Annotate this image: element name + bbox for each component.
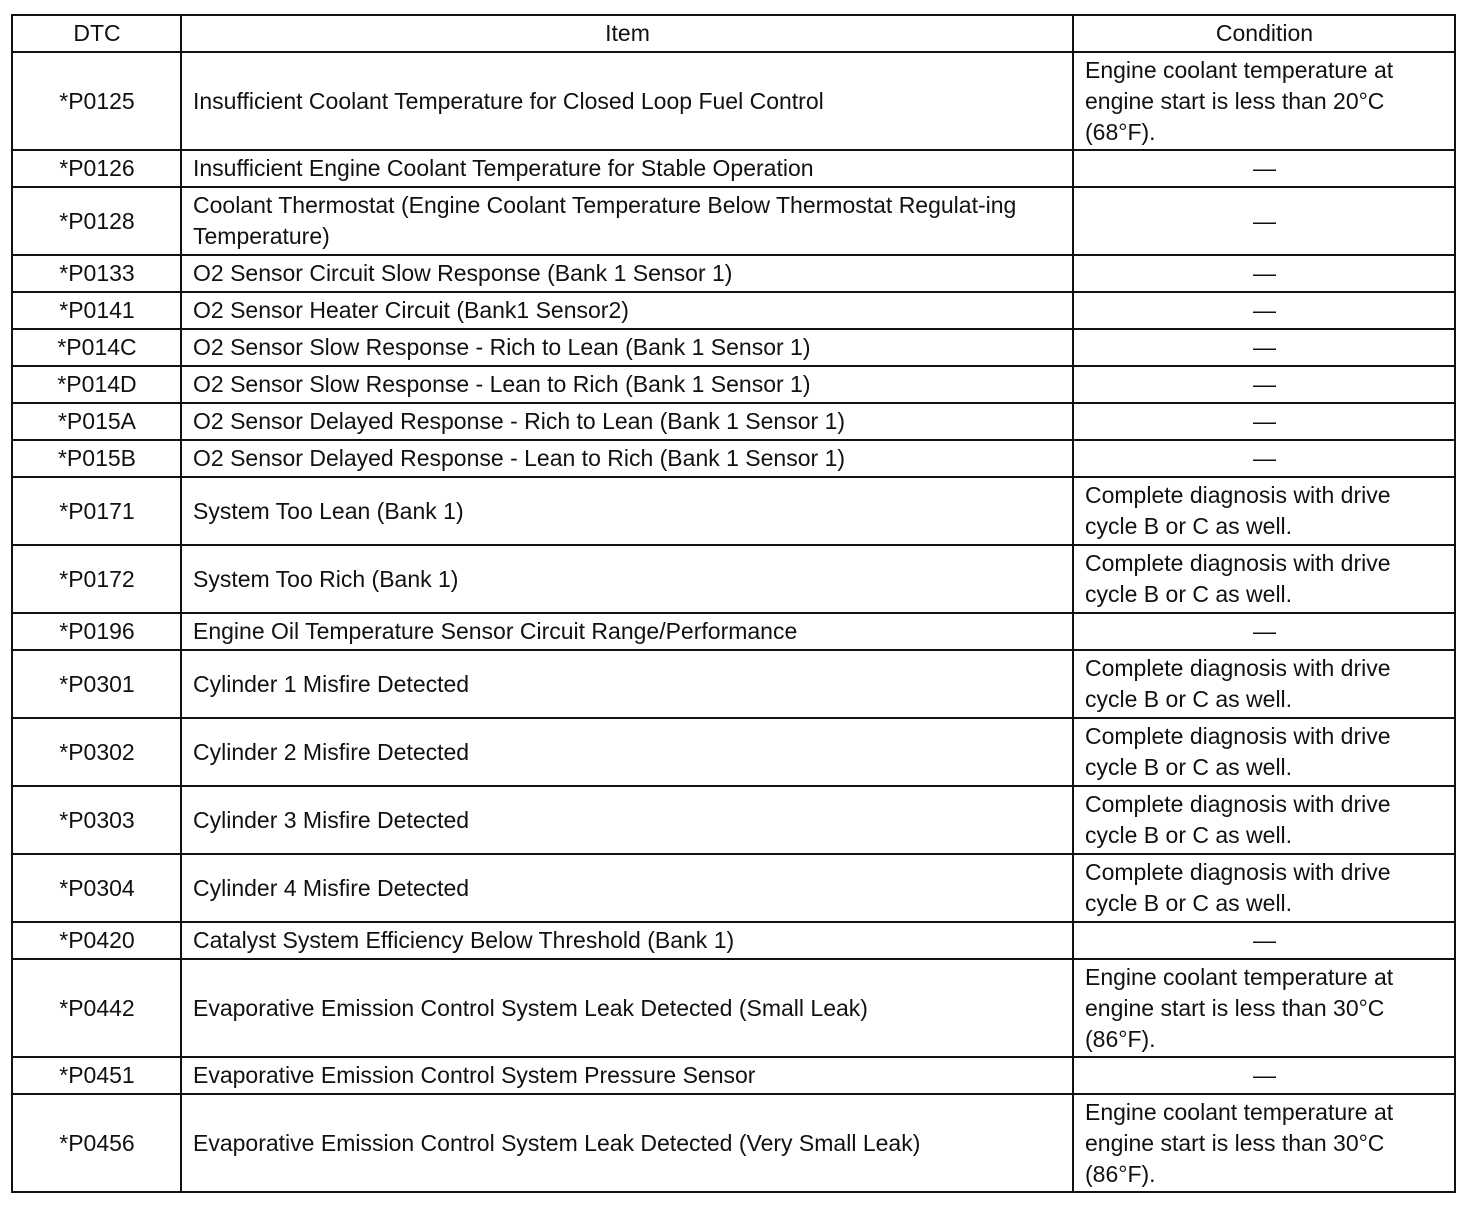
dtc-code: *P0442 bbox=[12, 959, 181, 1057]
dtc-condition: Complete diagnosis with drive cycle B or C as well. bbox=[1073, 786, 1455, 854]
dtc-code: *P015B bbox=[12, 440, 181, 477]
dtc-code: *P0171 bbox=[12, 477, 181, 545]
dtc-item: Coolant Thermostat (Engine Coolant Temperature Below Thermostat Regulat-ing Temperature) bbox=[181, 187, 1073, 255]
dtc-item: System Too Rich (Bank 1) bbox=[181, 545, 1073, 613]
table-row bbox=[12, 613, 1455, 650]
dtc-condition: — bbox=[1073, 613, 1455, 650]
dtc-item: Evaporative Emission Control System Leak Detected (Very Small Leak) bbox=[181, 1094, 1073, 1192]
dtc-condition: — bbox=[1073, 292, 1455, 329]
dtc-condition: — bbox=[1073, 1057, 1455, 1094]
dtc-condition: Engine coolant temperature at engine start is less than 30°C (86°F). bbox=[1073, 959, 1455, 1057]
header-item: Item bbox=[181, 15, 1073, 52]
dtc-code: *P0303 bbox=[12, 786, 181, 854]
table-row bbox=[12, 959, 1455, 1057]
dtc-condition: — bbox=[1073, 150, 1455, 187]
table-header-row bbox=[12, 15, 1455, 52]
dtc-code: *P0196 bbox=[12, 613, 181, 650]
dtc-table bbox=[11, 14, 1456, 1193]
dtc-item: O2 Sensor Slow Response - Rich to Lean (Bank 1 Sensor 1) bbox=[181, 329, 1073, 366]
dtc-code: *P014C bbox=[12, 329, 181, 366]
dtc-condition: Complete diagnosis with drive cycle B or C as well. bbox=[1073, 854, 1455, 922]
dtc-code: *P014D bbox=[12, 366, 181, 403]
dtc-condition: — bbox=[1073, 187, 1455, 255]
table-row bbox=[12, 366, 1455, 403]
dtc-item: System Too Lean (Bank 1) bbox=[181, 477, 1073, 545]
dtc-code: *P0126 bbox=[12, 150, 181, 187]
dtc-item: O2 Sensor Delayed Response - Lean to Rich (Bank 1 Sensor 1) bbox=[181, 440, 1073, 477]
dtc-item: Cylinder 3 Misfire Detected bbox=[181, 786, 1073, 854]
dtc-code: *P015A bbox=[12, 403, 181, 440]
dtc-item: Cylinder 1 Misfire Detected bbox=[181, 650, 1073, 718]
table-row bbox=[12, 187, 1455, 255]
dtc-code: *P0125 bbox=[12, 52, 181, 150]
dtc-condition: Engine coolant temperature at engine start is less than 20°C (68°F). bbox=[1073, 52, 1455, 150]
header-condition: Condition bbox=[1073, 15, 1455, 52]
table-row bbox=[12, 718, 1455, 786]
dtc-condition: Complete diagnosis with drive cycle B or C as well. bbox=[1073, 718, 1455, 786]
dtc-code: *P0420 bbox=[12, 922, 181, 959]
dtc-item: Catalyst System Efficiency Below Threshold (Bank 1) bbox=[181, 922, 1073, 959]
dtc-code: *P0133 bbox=[12, 255, 181, 292]
dtc-code: *P0304 bbox=[12, 854, 181, 922]
dtc-code: *P0456 bbox=[12, 1094, 181, 1192]
dtc-condition: Complete diagnosis with drive cycle B or C as well. bbox=[1073, 545, 1455, 613]
table-row bbox=[12, 440, 1455, 477]
dtc-condition: Complete diagnosis with drive cycle B or C as well. bbox=[1073, 650, 1455, 718]
dtc-code: *P0141 bbox=[12, 292, 181, 329]
dtc-condition: — bbox=[1073, 403, 1455, 440]
dtc-item: Insufficient Engine Coolant Temperature for Stable Operation bbox=[181, 150, 1073, 187]
dtc-item: Insufficient Coolant Temperature for Closed Loop Fuel Control bbox=[181, 52, 1073, 150]
dtc-item: Evaporative Emission Control System Pressure Sensor bbox=[181, 1057, 1073, 1094]
table-row bbox=[12, 786, 1455, 854]
dtc-item: O2 Sensor Circuit Slow Response (Bank 1 Sensor 1) bbox=[181, 255, 1073, 292]
table-row bbox=[12, 854, 1455, 922]
dtc-item: Evaporative Emission Control System Leak Detected (Small Leak) bbox=[181, 959, 1073, 1057]
dtc-code: *P0451 bbox=[12, 1057, 181, 1094]
dtc-item: Cylinder 2 Misfire Detected bbox=[181, 718, 1073, 786]
dtc-condition: — bbox=[1073, 366, 1455, 403]
table-row bbox=[12, 1057, 1455, 1094]
dtc-condition: Complete diagnosis with drive cycle B or C as well. bbox=[1073, 477, 1455, 545]
table-row bbox=[12, 403, 1455, 440]
dtc-code: *P0172 bbox=[12, 545, 181, 613]
table-row bbox=[12, 329, 1455, 366]
dtc-item: Cylinder 4 Misfire Detected bbox=[181, 854, 1073, 922]
dtc-condition: Engine coolant temperature at engine start is less than 30°C (86°F). bbox=[1073, 1094, 1455, 1192]
table-row bbox=[12, 292, 1455, 329]
table-row bbox=[12, 1094, 1455, 1192]
dtc-code: *P0301 bbox=[12, 650, 181, 718]
dtc-item: O2 Sensor Slow Response - Lean to Rich (Bank 1 Sensor 1) bbox=[181, 366, 1073, 403]
dtc-condition: — bbox=[1073, 255, 1455, 292]
table-row bbox=[12, 650, 1455, 718]
table-row bbox=[12, 150, 1455, 187]
dtc-item: O2 Sensor Delayed Response - Rich to Lean (Bank 1 Sensor 1) bbox=[181, 403, 1073, 440]
dtc-item: O2 Sensor Heater Circuit (Bank1 Sensor2) bbox=[181, 292, 1073, 329]
table-row bbox=[12, 255, 1455, 292]
dtc-condition: — bbox=[1073, 329, 1455, 366]
dtc-code: *P0128 bbox=[12, 187, 181, 255]
dtc-code: *P0302 bbox=[12, 718, 181, 786]
table-row bbox=[12, 545, 1455, 613]
table-row bbox=[12, 922, 1455, 959]
dtc-item: Engine Oil Temperature Sensor Circuit Range/Performance bbox=[181, 613, 1073, 650]
header-dtc: DTC bbox=[12, 15, 181, 52]
dtc-condition: — bbox=[1073, 922, 1455, 959]
dtc-condition: — bbox=[1073, 440, 1455, 477]
table-row bbox=[12, 52, 1455, 150]
table-row bbox=[12, 477, 1455, 545]
